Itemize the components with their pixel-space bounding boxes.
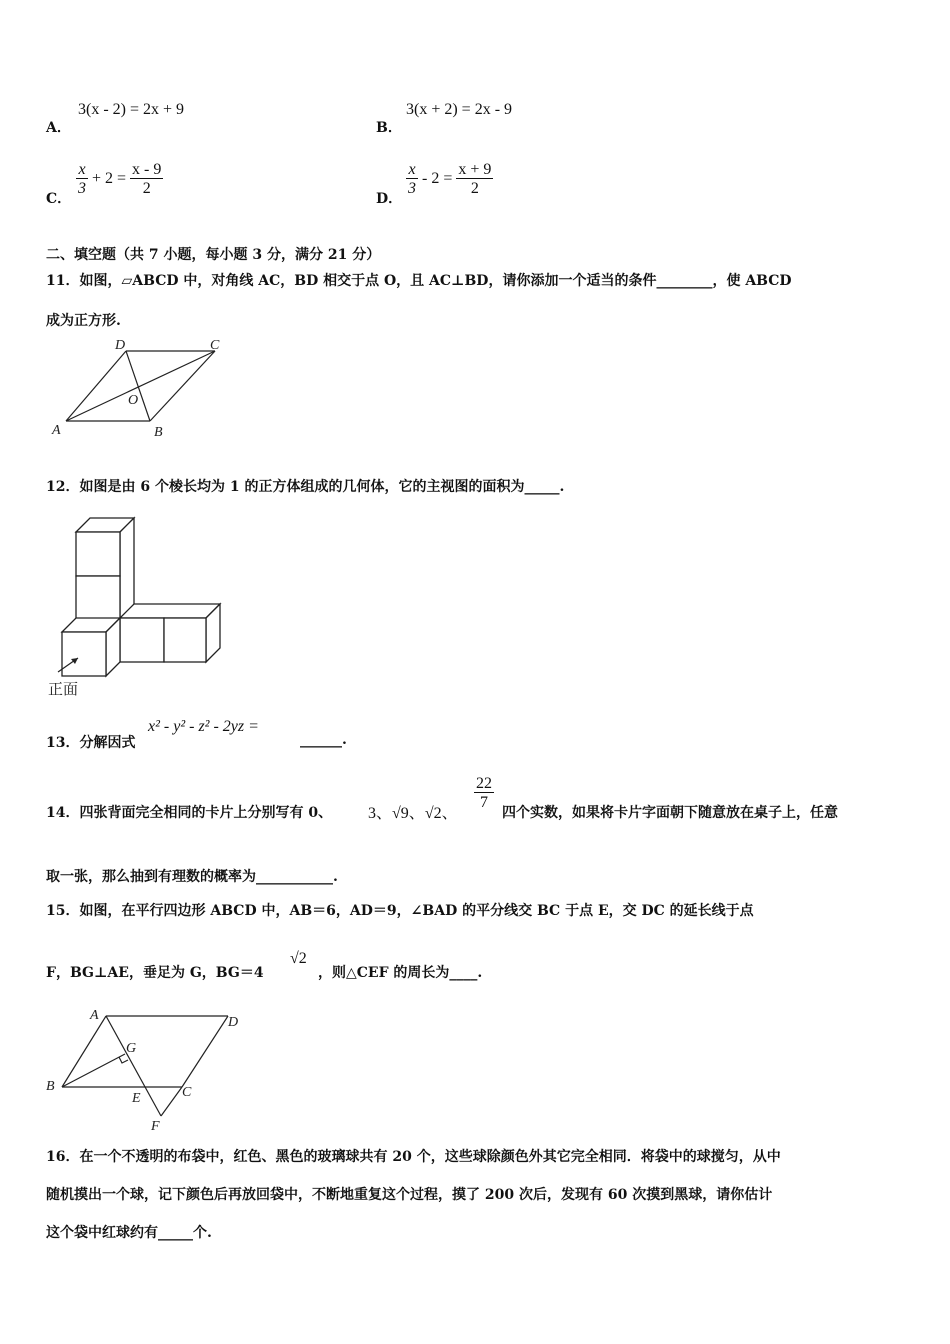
option-a-expr: 3(x - 2) = 2x + 9 bbox=[78, 101, 185, 118]
q12-cube-front bbox=[62, 632, 106, 676]
q12-row-top bbox=[120, 604, 220, 618]
q12-cube-right2 bbox=[164, 618, 206, 662]
q14-n1: 3 bbox=[368, 805, 376, 822]
q11-label-a: A bbox=[52, 423, 61, 438]
q15-label-c: C bbox=[182, 1085, 192, 1100]
q11-diagonal-ac bbox=[66, 351, 215, 421]
option-d-num1: x bbox=[408, 161, 416, 178]
option-c-label: C． bbox=[46, 191, 72, 207]
q14-numbers bbox=[368, 800, 458, 823]
q11-side-da bbox=[66, 351, 126, 421]
q15-line2-prefix: F，BG⊥AE，垂足为 G，BG＝4 bbox=[46, 965, 264, 981]
option-a-label: A． bbox=[46, 120, 71, 136]
q15-perpendicular-bg bbox=[62, 1054, 125, 1087]
option-d-label: D． bbox=[376, 191, 403, 207]
q11-line1: 11．如图，▱ABCD 中，对角线 AC，BD 相交于点 O，且 AC⊥BD，请你添加一个适当的条件________，使 ABCD bbox=[46, 273, 792, 289]
q12-text: 12．如图是由 6 个棱长均为 1 的正方体组成的几何体，它的主视图的面积为_____. bbox=[46, 479, 565, 495]
q14-frac-num: 22 bbox=[476, 775, 492, 792]
option-c-num1: x bbox=[78, 161, 86, 178]
q14-n2: √9 bbox=[392, 805, 409, 822]
q13-expr: x² - y² - z² - 2yz = bbox=[148, 718, 259, 735]
q11-label-d: D bbox=[115, 338, 126, 353]
q11-parallelogram-figure bbox=[48, 334, 238, 444]
option-d-den2: 2 bbox=[456, 178, 493, 197]
q11-label-b: B bbox=[154, 425, 163, 440]
q12-cube-middle bbox=[76, 576, 120, 620]
q15-right-angle-mark bbox=[119, 1057, 128, 1063]
option-c-expr bbox=[76, 162, 163, 197]
q15-label-a: A bbox=[90, 1008, 99, 1023]
option-d-num2: x + 9 bbox=[458, 161, 492, 178]
q15-line1: 15．如图，在平行四边形 ABCD 中，AB＝6，AD＝9，∠BAD 的平分线交 BC 于点 E，交 DC 的延长线于点 bbox=[46, 903, 754, 919]
option-d-expr bbox=[406, 162, 493, 197]
q16-line2: 随机摸出一个球，记下颜色后再放回袋中，不断地重复这个过程，摸了 200 次后，发现有 60 次摸到黑球，请你估计 bbox=[46, 1187, 773, 1203]
q16-line3: 这个袋中红球约有_____个. bbox=[46, 1225, 212, 1241]
q15-side-dc bbox=[182, 1016, 228, 1087]
q15-label-f: F bbox=[151, 1119, 160, 1134]
q15-parallelogram-figure bbox=[40, 1002, 250, 1136]
option-b-expr: 3(x + 2) = 2x - 9 bbox=[406, 101, 513, 118]
q13-blank: ______. bbox=[300, 732, 347, 748]
q14-suffix: 四个实数，如果将卡片字面朝下随意放在桌子上，任意 bbox=[502, 805, 838, 821]
q11-label-c: C bbox=[210, 338, 220, 353]
q14-sep3: 、 bbox=[441, 805, 458, 822]
option-c-den2: 2 bbox=[130, 178, 163, 197]
q13-prefix: 13．分解因式 bbox=[46, 735, 136, 751]
q12-cubes-figure bbox=[44, 512, 224, 698]
q15-label-b: B bbox=[46, 1079, 55, 1094]
q12-cube-upper bbox=[76, 532, 120, 576]
option-c-mid: + 2 = bbox=[92, 170, 127, 188]
q14-prefix: 14．四张背面完全相同的卡片上分别写有 0、 bbox=[46, 805, 333, 821]
q15-label-d: D bbox=[228, 1015, 239, 1030]
q14-line1 bbox=[46, 802, 332, 822]
section-title: 二、填空题（共 7 小题，每小题 3 分，满分 21 分） bbox=[46, 247, 381, 263]
q15-label-e: E bbox=[132, 1091, 141, 1106]
q11-line2: 成为正方形. bbox=[46, 313, 121, 329]
q11-label-o: O bbox=[128, 393, 139, 408]
q12-front-label: 正面 bbox=[48, 682, 79, 698]
q16-line1: 16．在一个不透明的布袋中，红色、黑色的玻璃球共有 20 个，这些球除颜色外其它完全相同．将袋中的球搅匀，从中 bbox=[46, 1149, 781, 1165]
q14-fraction bbox=[474, 776, 494, 811]
option-d-den1: 3 bbox=[408, 180, 416, 197]
q11-side-bc bbox=[150, 351, 215, 421]
option-b-label: B． bbox=[376, 120, 402, 136]
q14-line2: 取一张，那么抽到有理数的概率为___________. bbox=[46, 869, 338, 885]
q15-line2-suffix: ，则△CEF 的周长为____. bbox=[318, 965, 483, 981]
option-c-num2: x - 9 bbox=[132, 161, 162, 178]
q15-label-g: G bbox=[126, 1041, 137, 1056]
q12-cube-right1 bbox=[120, 618, 164, 662]
q11-diagonal-bd bbox=[126, 351, 150, 421]
option-d-mid: - 2 = bbox=[422, 170, 453, 188]
q14-n3: √2 bbox=[424, 805, 442, 822]
q15-extension-cf bbox=[161, 1087, 182, 1116]
q14-sep2: 、 bbox=[408, 805, 425, 822]
q15-sqrt: √2 bbox=[290, 950, 307, 967]
q14-frac-den: 7 bbox=[474, 792, 494, 811]
q15-side-ab bbox=[62, 1016, 106, 1087]
q14-sep1: 、 bbox=[376, 805, 393, 822]
option-c-den1: 3 bbox=[78, 180, 86, 197]
